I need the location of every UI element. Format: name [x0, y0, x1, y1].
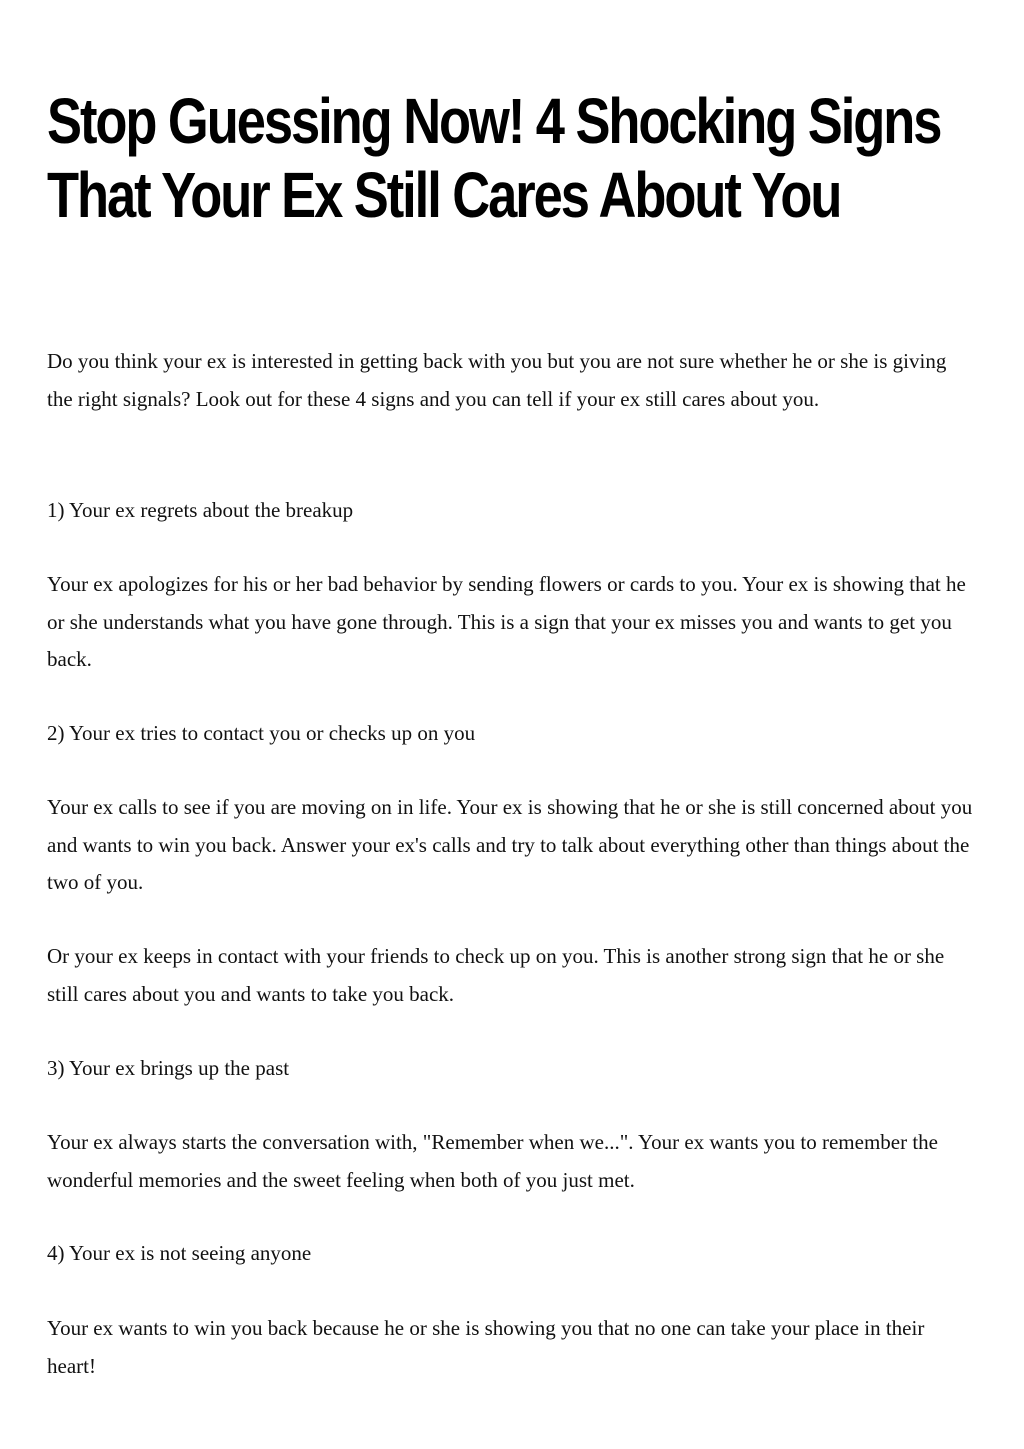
section-heading-1: 1) Your ex regrets about the breakup: [47, 498, 354, 522]
page-title: Stop Guessing Now! 4 Shocking Signs That Your Ex Still Cares About You: [47, 85, 941, 231]
section-4-paragraph: Your ex wants to win you back because he or she is showing you that no one can take your place in their heart!: [47, 1316, 925, 1378]
section-3-paragraph: Your ex always starts the conversation with, "Remember when we...". Your ex wants you to remember the wonderful memories and the sweet feeling when both of you just met.: [47, 1130, 939, 1192]
section-heading-3: 3) Your ex brings up the past: [47, 1056, 290, 1080]
section-2-paragraph-2: Or your ex keeps in contact with your friends to check up on you. This is another strong sign that he or she still cares about you and wants to take you back.: [47, 944, 945, 1006]
section-heading-4: 4) Your ex is not seeing anyone: [47, 1241, 312, 1265]
intro-paragraph: Do you think your ex is interested in getting back with you but you are not sure whether he or she is giving the right signals? Look out for these 4 signs and you can tell if your ex still cares about you.: [47, 349, 947, 411]
section-1-paragraph: Your ex apologizes for his or her bad behavior by sending flowers or cards to you. Your ex is showing that he or she understands what you have gone through. This is a sign that your ex misses you and wants to get you back.: [47, 572, 966, 671]
section-2-paragraph-1: Your ex calls to see if you are moving on in life. Your ex is showing that he or she is still concerned about you and wants to win you back. Answer your ex's calls and try to talk about everything other than things about the two of you.: [47, 795, 973, 894]
section-heading-2: 2) Your ex tries to contact you or checks up on you: [47, 721, 476, 745]
